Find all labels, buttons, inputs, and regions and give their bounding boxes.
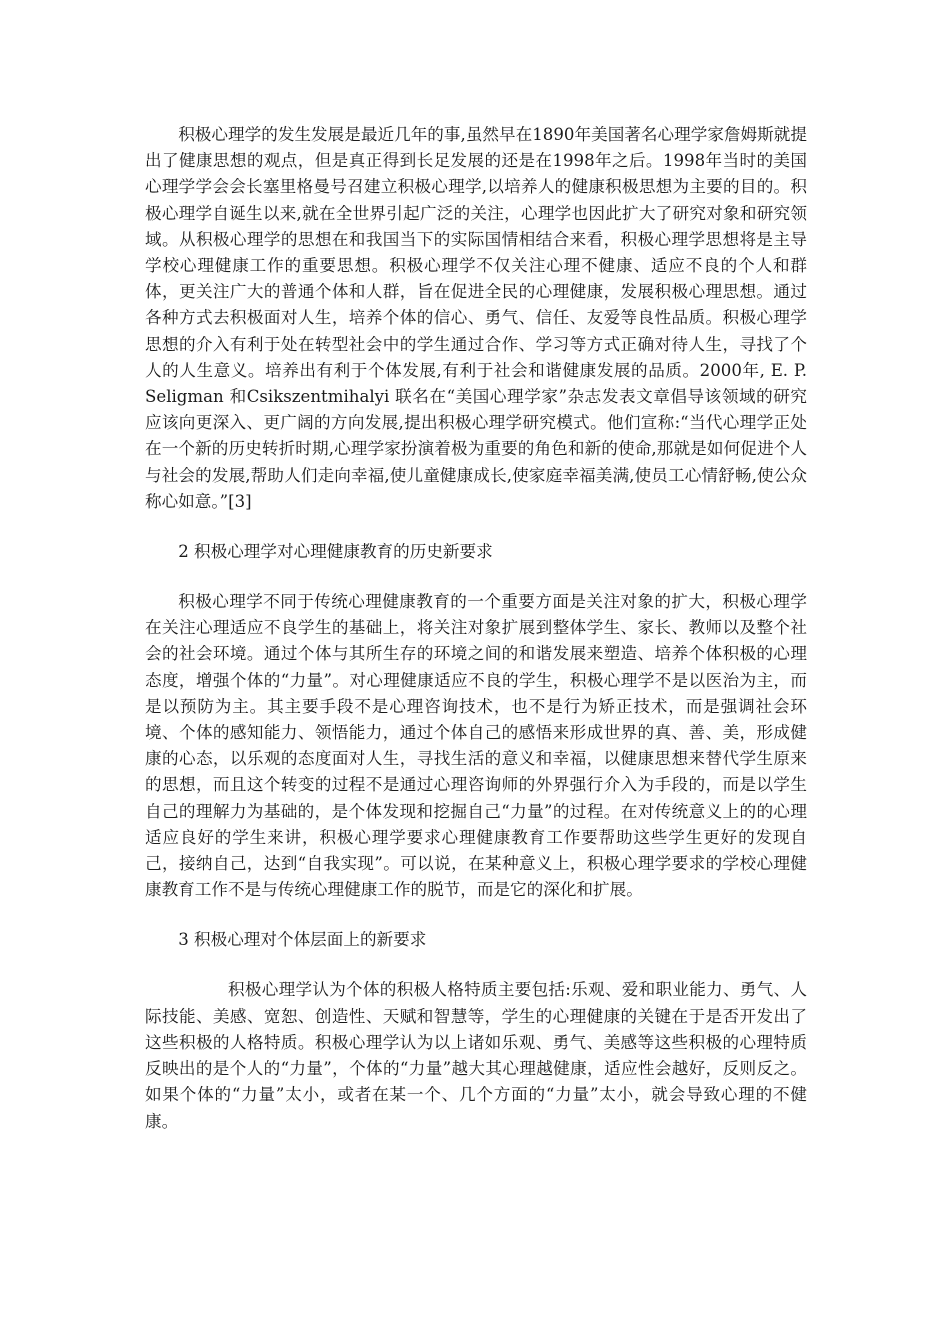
- paragraph-intro: 积极心理学的发生发展是最近几年的事,虽然早在1890年美国著名心理学家詹姆斯就提出了健康思想的观点，但是真正得到长足发展的还是在1998年之后。1998年当时的美国心理学学会会长塞里格曼号召建立积极心理学,以培养人的健康积极思想为主要的目的。积极心理学自诞生以来,就在全世界引起广泛的关注，心理学也因此扩大了研究对象和研究领域。从积极心理学的思想在和我国当下的实际国情相结合来看，积极心理学思想将是主导学校心理健康工作的重要思想。积极心理学不仅关注心理不健康、适应不良的个人和群体，更关注广大的普通个体和人群，旨在促进全民的心理健康，发展积极心理思想。通过各种方式去积极面对人生，培养个体的信心、勇气、信任、友爱等良性品质。积极心理学思想的介入有利于处在转型社会中的学生通过合作、学习等方式正确对待人生，寻找了个人的人生意义。培养出有利于个体发展,有利于社会和谐健康发展的品质。2000年, E. P. Seligman 和Csikszentmihalyi 联名在“美国心理学家”杂志发表文章倡导该领域的研究应该向更深入、更广阔的方向发展,提出积极心理学研究模式。他们宣称:“当代心理学正处在一个新的历史转折时期,心理学家扮演着极为重要的角色和新的使命,那就是如何促进个人与社会的发展,帮助人们走向幸福,使儿童健康成长,使家庭幸福美满,使员工心情舒畅,使公众称心如意。”[3]: [145, 125, 807, 511]
- paragraph-section-3: 积极心理学认为个体的积极人格特质主要包括:乐观、爱和职业能力、勇气、人际技能、美感、宽恕、创造性、天赋和智慧等，学生的心理健康的关键在于是否开发出了这些积极的人格特质。积极心理学认为以上诸如乐观、勇气、美感等这些积极的心理特质反映出的是个人的“力量”，个体的“力量”越大其心理越健康，适应性会越好，反则反之。如果个体的“力量”太小，或者在某一个、几个方面的“力量”太小，就会导致心理的不健康。: [145, 980, 807, 1131]
- paragraph-section-2: 积极心理学不同于传统心理健康教育的一个重要方面是关注对象的扩大，积极心理学在关注心理适应不良学生的基础上，将关注对象扩展到整体学生、家长、教师以及整个社会的社会环境。通过个体与其所生存的环境之间的和谐发展来塑造、培养个体积极的心理态度，增强个体的“力量”。对心理健康适应不良的学生，积极心理学不是以医治为主，而是以预防为主。其主要手段不是心理咨询技术，也不是行为矫正技术，而是强调社会环境、个体的感知能力、领悟能力，通过个体自己的感悟来形成世界的真、善、美，形成健康的心态，以乐观的态度面对人生，寻找生活的意义和幸福，以健康思想来替代学生原来的思想，而且这个转变的过程不是通过心理咨询师的外界强行介入为手段的，而是以学生自己的理解力为基础的，是个体发现和挖掘自己“力量”的过程。在对传统意义上的的心理适应良好的学生来讲，积极心理学要求心理健康教育工作要帮助这些学生更好的发现自己，接纳自己，达到“自我实现”。可以说，在某种意义上，积极心理学要求的学校心理健康教育工作不是与传统心理健康工作的脱节，而是它的深化和扩展。: [145, 592, 807, 900]
- section-heading-2: 2 积极心理学对心理健康教育的历史新要求: [178, 542, 493, 562]
- section-heading-3: 3 积极心理对个体层面上的新要求: [178, 930, 427, 950]
- document-page: [145, 122, 807, 1135]
